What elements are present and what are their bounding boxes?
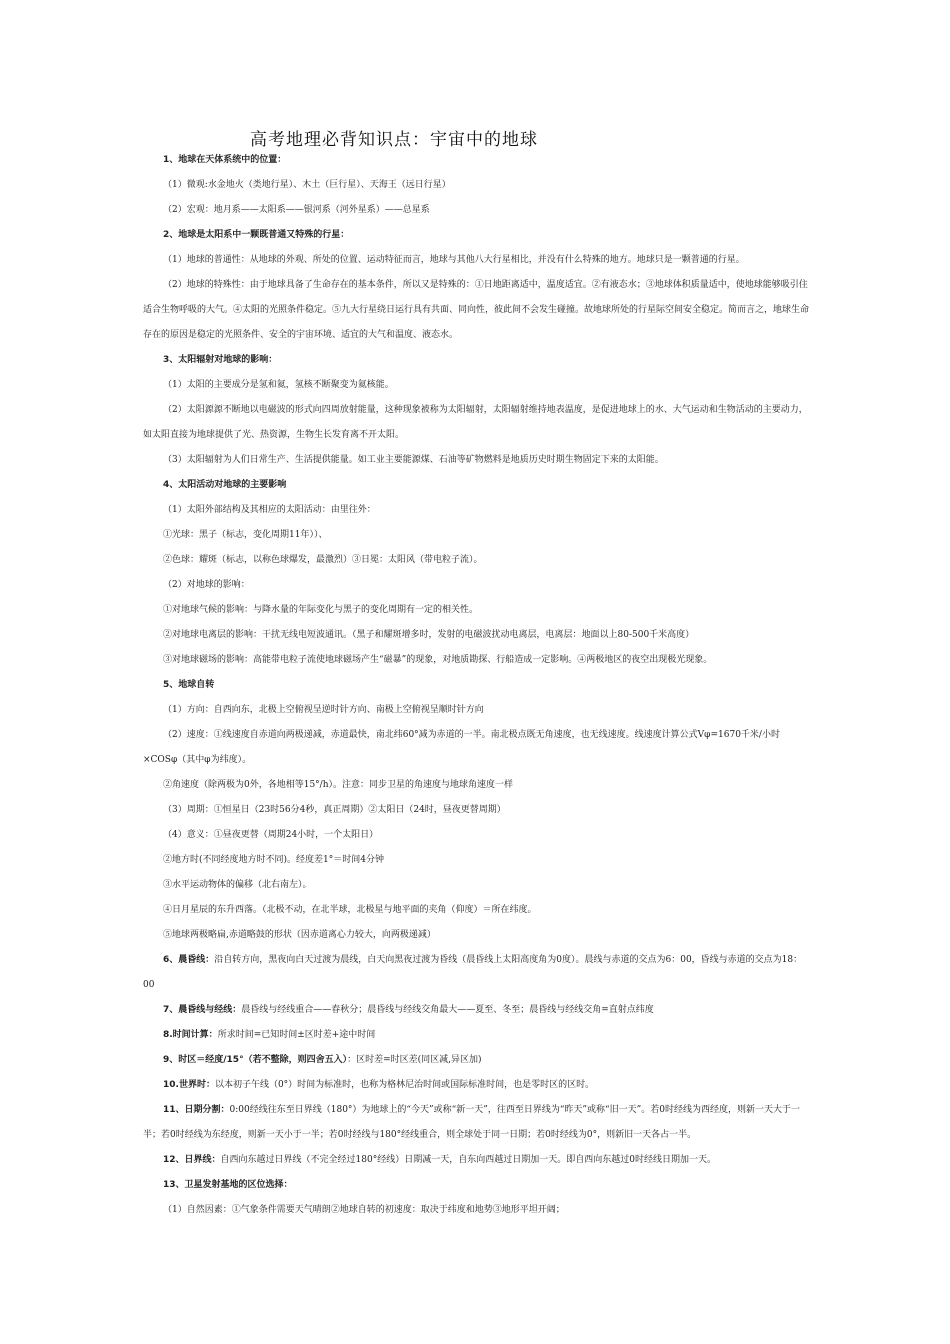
paragraph: ②色球：耀斑（标志，以称色球爆发，最激烈）③日冕：太阳风（带电粒子流）。 [163,555,483,565]
paragraph: （1）微观:水金地火（类地行星）、木土（巨行星）、天海王（远日行星） [163,180,451,190]
inline-heading: 9、时区＝经度/15°（若不整除，则四舍五入） [163,1055,348,1065]
paragraph: 7、晨昏线与经线：晨昏线与经线重合——春秋分；晨昏线与经线交角最大——夏至、冬至；晨昏线与经线交角=直射点纬度 [163,1005,654,1015]
inline-heading: 8.时间计算： [163,1030,218,1040]
paragraph: （1）太阳外部结构及其相应的太阳活动：由里往外： [163,505,376,515]
paragraph: ②地方时(不同经度地方时不同)。经度差1°＝时间4分钟 [163,855,384,865]
section-heading: 2、地球是太阳系中一颗既普通又特殊的行星： [163,230,350,240]
paragraph: （3）太阳辐射为人们日常生产、生活提供能量。如工业主要能源煤、石油等矿物燃料是地质历史时期生物固定下来的太阳能。 [163,455,664,465]
paragraph: 12、日界线：自西向东越过日界线（不完全经过180°经线）日期减一天，自东向西越过日期加一天。即自西向东越过0时经线日期加一天。 [163,1155,716,1165]
paragraph: 6、晨昏线：沿自转方向，黑夜向白天过渡为晨线，白天向黑夜过渡为昏线（晨昏线上太阳高度角为0度）。晨线与赤道的交点为6：00，昏线与赤道的交点为18：00 [143,955,803,990]
page-title: 高考地理必背知识点：宇宙中的地球 [250,130,538,150]
paragraph: （2）速度：①线速度自赤道向两极递减，赤道最快，南北纬60°减为赤道的一半。南北极点既无角速度，也无线速度。线速度计算公式Vφ=1670千米/小时×COSφ（其中φ为纬度）。 [143,730,780,765]
paragraph: （4）意义：①昼夜更替（周期24小时，一个太阳日） [163,830,379,840]
section-heading: 1、地球在天体系统中的位置： [163,155,287,165]
paragraph: 8.时间计算：所求时间=已知时间±区时差+途中时间 [163,1030,376,1040]
paragraph: ①光球：黑子（标志，变化周期11年））、 [163,530,328,540]
paragraph: （2）对地球的影响： [163,580,250,590]
paragraph: （1）太阳的主要成分是氢和氦，氢核不断聚变为氦核能。 [163,380,394,390]
paragraph: （2）地球的特殊性：由于地球具备了生命存在的基本条件，所以又是特殊的：①日地距离适中，温度适宜。②有液态水；③地球体积质量适中，使地球能够吸引住适合生物呼吸的大气。④太阳的光照条件稳定。⑤九大行星绕日运行具有共面、同向性，彼此间不会发生碰撞。故地球所处的行星际空间安全稳定。简而言之，地球生命存在的原因是稳定的光照条件、安全的宇宙环境、适宜的大气和温度、液态水。 [143,280,810,340]
paragraph: （2）太阳源源不断地以电磁波的形式向四周放射能量，这种现象被称为太阳辐射，太阳辐射维持地表温度，是促进地球上的水、大气运动和生物活动的主要动力，如太阳直接为地球提供了光、热资源，生物生长发育离不开太阳。 [143,405,808,440]
inline-heading: 12、日界线： [163,1155,221,1165]
inline-heading: 11、日期分割： [163,1105,230,1115]
paragraph: （1）自然因素：①气象条件需要天气晴朗②地球自转的初速度：取决于纬度和地势③地形平坦开阔； [163,1205,565,1215]
paragraph: 9、时区＝经度/15°（若不整除，则四舍五入）：区时差=时区差(同区减,异区加) [163,1055,482,1065]
paragraph: ②角速度（除两极为0外，各地相等15°/h）。注意：同步卫星的角速度与地球角速度一样 [163,780,514,790]
paragraph: （1）方向：自西向东，北极上空俯视呈逆时针方向、南极上空俯视呈顺时针方向 [163,705,484,715]
section-heading: 3、太阳辐射对地球的影响： [163,355,278,365]
paragraph: （1）地球的普通性：从地球的外观、所处的位置、运动特征而言，地球与其他八大行星相比，并没有什么特殊的地方。地球只是一颗普通的行星。 [163,255,745,265]
paragraph: 10.世界时：以本初子午线（0°）时间为标准时，也称为格林尼治时间或国际标准时间，也是零时区的区时。 [163,1080,595,1090]
document-body [143,148,813,1223]
paragraph: ②对地球电离层的影响：干扰无线电短波通讯。（黑子和耀斑增多时，发射的电磁波扰动电离层，电离层：地面以上80-500千米高度） [163,630,695,640]
paragraph: ⑤地球两极略扁,赤道略鼓的形状（因赤道离心力较大，向两极递减） [163,930,436,940]
paragraph: ①对地球气候的影响：与降水量的年际变化与黑子的变化周期有一定的相关性。 [163,605,479,615]
paragraph: 11、日期分割：0:00经线往东至日界线（180°）为地球上的“今天”或称“新一天”，往西至日界线为“昨天”或称“旧一天”。若0时经线为西经度，则新一天大于一半；若0时经线为东经度，则新一天小于一半；若0时经线与180°经线重合，则全球处于同一日期；若0时经线为0°，则新旧一天各占一半。 [143,1105,800,1140]
section-heading: 5、地球自转 [163,680,215,690]
inline-heading: 7、晨昏线与经线： [163,1005,242,1015]
paragraph: （3）周期：①恒星日（23时56分4秒，真正周期）②太阳日（24时，昼夜更替周期） [163,805,506,815]
paragraph: ③水平运动物体的偏移（北右南左）。 [163,880,312,890]
paragraph: （2）宏观：地月系——太阳系——银河系（河外星系）——总星系 [163,205,430,215]
paragraph: ④日月星辰的东升西落。（北极不动，在北半球，北极星与地平面的夹角（仰度）＝所在纬度。 [163,905,537,915]
section-heading: 13、卫星发射基地的区位选择： [163,1180,293,1190]
inline-heading: 10.世界时： [163,1080,215,1090]
paragraph: ③对地球磁场的影响：高能带电粒子流使地球磁场产生“磁暴”的现象，对地质勘探、行船造成一定影响。④两极地区的夜空出现极光现象。 [163,655,713,665]
section-heading: 4、太阳活动对地球的主要影响 [163,480,287,490]
inline-heading: 6、晨昏线： [163,955,215,965]
